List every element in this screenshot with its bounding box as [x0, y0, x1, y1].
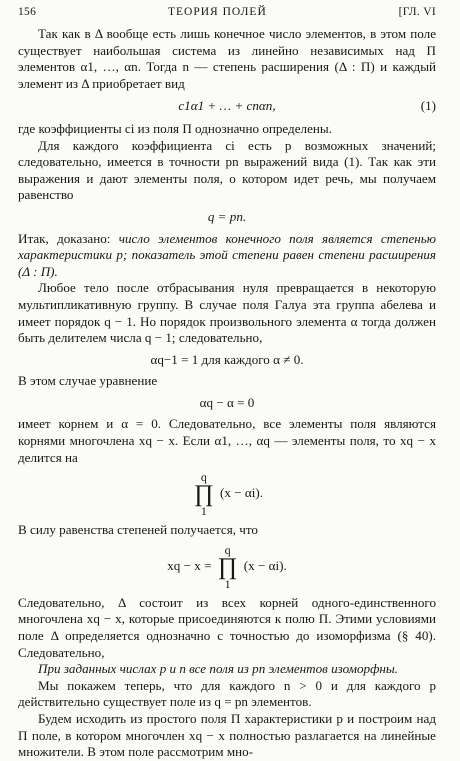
paragraph-6: В этом случае уравнение	[18, 373, 158, 389]
chapter-label: [ГЛ. VI	[398, 6, 436, 18]
paragraph-5: Любое тело после отбрасывания нуля превращается в некоторую мультипликативную группу. В случае поля Галуа эта группа абелева и имеет порядок q − 1. Но порядок произвольного элемента α тогда должен быть делителем числа q − 1; следовательно,	[18, 280, 436, 346]
paragraph-9: Следовательно, Δ состоит из всех корней одного-единственного многочлена xq − x, которые присоединяются к полю П. Этими условиями поле Δ определяется однозначно с точностью до изоморфизма (§ 40). Следовательно,	[18, 594, 436, 660]
product-symbol-1: q ∏ 1	[193, 470, 214, 519]
formula-3: αq−1 = 1 для каждого α ≠ 0.	[150, 351, 304, 367]
running-title: ТЕОРИЯ ПОЛЕЙ	[167, 6, 267, 18]
formula-6	[18, 544, 436, 590]
formula-1-expr: c1α1 + … + cnαn,	[178, 98, 276, 114]
page-number: 156	[18, 6, 37, 18]
paragraph-4-lead: Итак, доказано:	[18, 230, 119, 246]
formula-6-lhs: xq − x =	[167, 557, 212, 573]
paragraph-4-theorem: число элементов конечного поля является степенью характеристики p; показатель этой степени равен степени расширения (Δ : П).	[18, 230, 436, 279]
formula-5-body: (x − αi).	[220, 485, 264, 501]
page-header	[18, 6, 436, 26]
product-2-lower: 1	[224, 576, 231, 591]
paragraph-2: где коэффициенты ci из поля П однозначно определены.	[18, 120, 332, 136]
paragraph-10-theorem: При заданных числах p и n все поля из pn элементов изоморфны.	[38, 661, 399, 677]
paragraph-1: Так как в Δ вообще есть лишь конечное число элементов, в этом поле существует наибольшая система из линейно независимых над П элементов α1, …, αn. Тогда n — степень расширения (Δ : П) и каждый элемент из Δ приобретает вид	[18, 26, 436, 91]
paragraph-12: Будем исходить из простого поля П характеристики p и построим над П поле, в котором многочлен xq − x полностью разлагается на линейные множители. В этом поле рассмотрим мно-	[18, 711, 436, 760]
paragraph-3: Для каждого коэффициента ci есть p возможных значений; следовательно, имеется в точности pn выражений вида (1). Так как эти выражения и дают элементы поля, о котором идет речь, мы получаем равенство	[18, 137, 436, 203]
formula-2: q = pn.	[207, 208, 247, 224]
paragraph-11: Мы покажем теперь, что для каждого n > 0 и для каждого p действительно существует поле из q = pn элементов.	[18, 677, 436, 710]
product-symbol-2: q ∏ 1	[217, 542, 238, 591]
formula-6-body: (x − αi).	[243, 557, 287, 573]
product-2-upper: q	[224, 542, 231, 557]
paragraph-8: В силу равенства степеней получается, что	[18, 522, 258, 538]
formula-4: αq − α = 0	[199, 394, 255, 410]
page-body	[18, 26, 436, 761]
product-1-upper: q	[200, 470, 207, 485]
paragraph-7: имеет корнем и α = 0. Следовательно, все элементы поля являются корнями многочлена xq − x. Если α1, …, αq — элементы поля, то xq − x делится на	[18, 416, 436, 465]
product-1-lower: 1	[200, 504, 207, 519]
paragraph-4	[18, 231, 436, 281]
formula-5	[18, 471, 436, 517]
formula-1-number: (1)	[420, 98, 436, 114]
formula-1	[18, 98, 436, 115]
